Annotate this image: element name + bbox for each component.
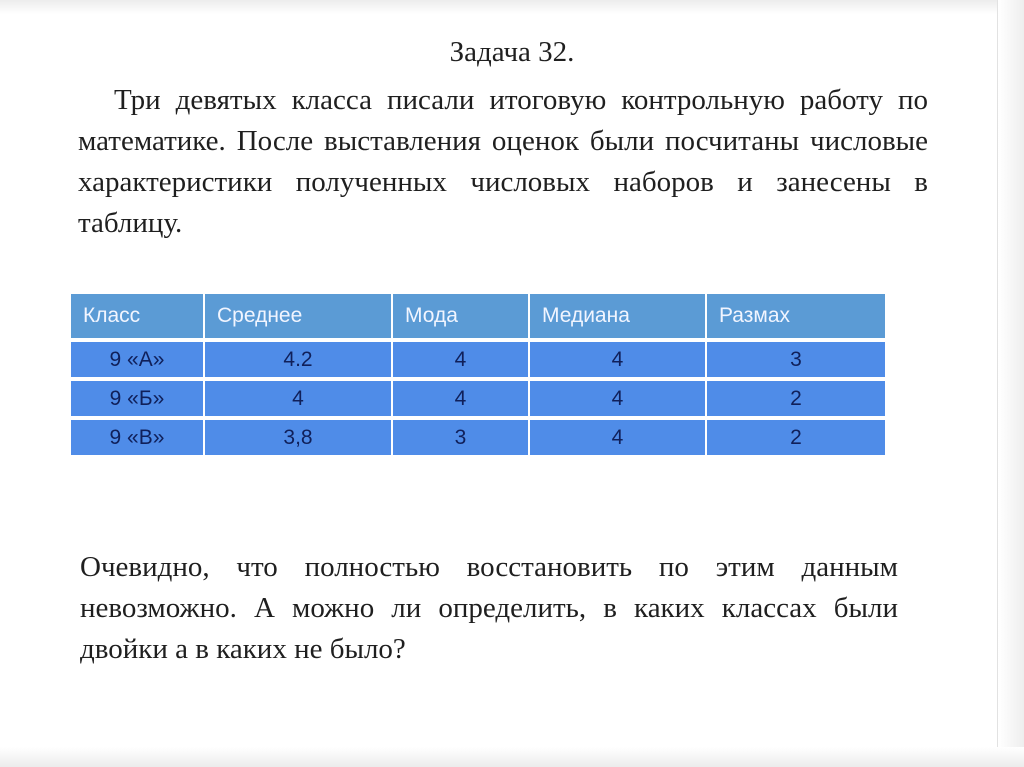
cell-class: 9 «А» <box>71 342 205 381</box>
slide-right-edge <box>997 0 1024 767</box>
cell-range: 2 <box>707 381 885 420</box>
table-row <box>71 342 885 381</box>
cell-class: 9 «Б» <box>71 381 205 420</box>
header-mode: Мода <box>393 294 530 342</box>
cell-range: 2 <box>707 420 885 455</box>
question-text: Очевидно, что полностью восстановить по этим данным невозможно. А можно ли определить, в каких классах были двойки а в каких не было? <box>80 551 898 665</box>
header-range: Размах <box>707 294 885 342</box>
cell-mean: 4 <box>205 381 393 420</box>
slide-top-edge <box>0 0 1024 14</box>
slide-title: Задача 32. <box>449 36 575 68</box>
problem-statement: Три девятых класса писали итоговую контрольную работу по математике. После выставления оценок были посчитаны числовые характеристики полученных числовых наборов и занесены в таблицу. <box>78 84 928 239</box>
header-median: Медиана <box>530 294 707 342</box>
table-row <box>71 420 885 455</box>
cell-mode: 4 <box>393 342 530 381</box>
header-class: Класс <box>71 294 205 342</box>
cell-mean: 4.2 <box>205 342 393 381</box>
cell-median: 4 <box>530 420 707 455</box>
cell-class: 9 «В» <box>71 420 205 455</box>
cell-median: 4 <box>530 342 707 381</box>
header-mean: Среднее <box>205 294 393 342</box>
statistics-table <box>71 294 885 455</box>
table-header-row <box>71 294 885 342</box>
cell-mean: 3,8 <box>205 420 393 455</box>
cell-median: 4 <box>530 381 707 420</box>
cell-mode: 3 <box>393 420 530 455</box>
table-row <box>71 381 885 420</box>
cell-mode: 4 <box>393 381 530 420</box>
cell-range: 3 <box>707 342 885 381</box>
slide-bottom-edge <box>0 747 1024 767</box>
